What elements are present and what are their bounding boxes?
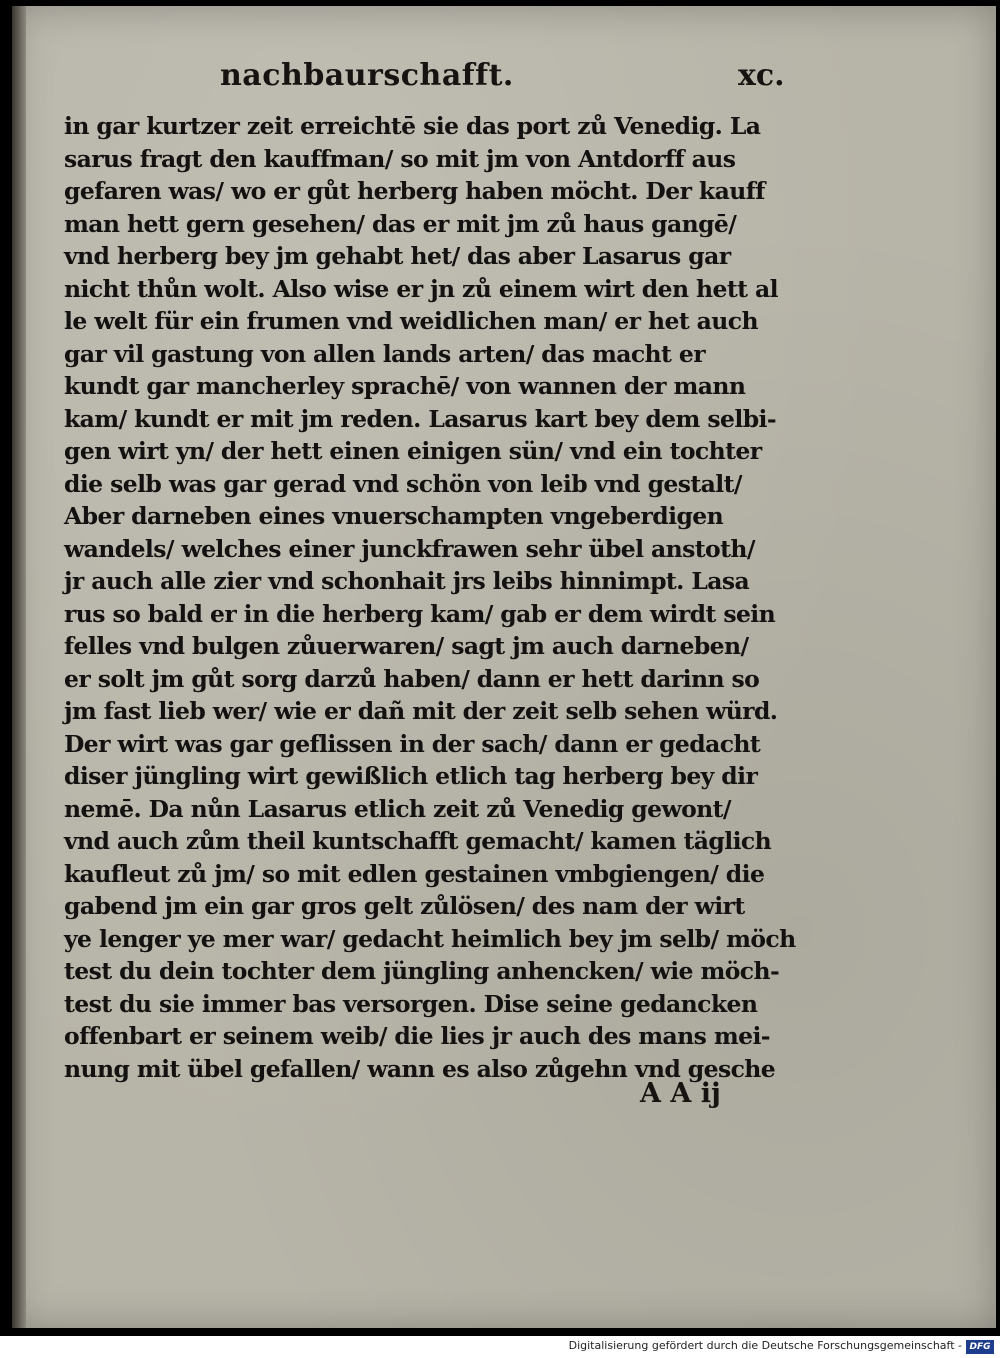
text-line-29: offenbart er seinem weib/ die lies jr auch des mans mei-: [64, 1022, 770, 1050]
text-line-12: die selb was gar gerad vnd schön von leib vnd gestalt/: [64, 469, 742, 498]
text-line-14: wandels/ welches einer junckfrawen sehr übel anstoth/: [64, 534, 755, 563]
text-line-18: er solt jm gůt sorg darzů haben/ dann er hett darinn so: [64, 664, 760, 693]
text-line-28: test du sie immer bas versorgen. Dise seine gedancken: [64, 989, 758, 1018]
text-line-13: Aber darneben eines vnuerschampten vngeberdigen: [64, 502, 724, 530]
text-line-15: jr auch alle zier vnd schonhait jrs leibs hinnimpt. Lasa: [64, 567, 750, 595]
text-line-27: test du dein tochter dem jüngling anhencken/ wie möch-: [64, 957, 780, 985]
digitization-footer: [0, 1336, 1000, 1358]
dfg-logo-icon: DFG: [966, 1340, 994, 1354]
text-line-25: gabend jm ein gar gros gelt zůlösen/ des nam der wirt: [64, 892, 745, 920]
text-line-22: nemē. Da nůn Lasarus etlich zeit zů Venedig gewont/: [64, 794, 731, 823]
text-line-20: Der wirt was gar geflissen in der sach/ dann er gedacht: [64, 729, 761, 758]
book-page: [12, 6, 996, 1328]
body-text: [64, 110, 824, 1085]
text-line-6: nicht thůn wolt. Also wise er jn zů einem wirt den hett al: [64, 274, 778, 303]
text-line-9: kundt gar mancherley sprachē/ von wannen der mann: [64, 372, 746, 400]
text-line-23: vnd auch zům theil kuntschafft gemacht/ kamen täglich: [64, 827, 772, 855]
text-line-2: sarus fragt den kauffman/ so mit jm von Antdorff aus: [64, 144, 736, 173]
text-line-11: gen wirt yn/ der hett einen einigen sün/ vnd ein tochter: [64, 437, 762, 465]
text-line-16: rus so bald er in die herberg kam/ gab er dem wirdt sein: [64, 599, 776, 628]
text-line-26: ye lenger ye mer war/ gedacht heimlich bey jm selb/ möch: [64, 924, 796, 953]
text-line-3: gefaren was/ wo er gůt herberg haben möcht. Der kauff: [64, 177, 765, 205]
page-gutter-shadow: [12, 6, 26, 1328]
text-line-17: felles vnd bulgen zůuerwaren/ sagt jm auch darneben/: [64, 632, 749, 660]
text-line-24: kaufleut zů jm/ so mit edlen gestainen vmbgiengen/ die: [64, 859, 765, 888]
page-header: [12, 58, 996, 104]
text-line-21: diser jüngling wirt gewißlich etlich tag herberg bey dir: [64, 762, 758, 790]
text-line-8: gar vil gastung von allen lands arten/ das macht er: [64, 339, 706, 368]
text-line-5: vnd herberg bey jm gehabt het/ das aber Lasarus gar: [64, 242, 731, 270]
signature-mark: A A ij: [640, 1078, 721, 1109]
text-line-7: le welt für ein frumen vnd weidlichen man/ er het auch: [64, 307, 758, 335]
running-title: nachbaurschafft.: [220, 58, 514, 93]
text-line-30: nung mit übel gefallen/ wann es also zůgehn vnd gesche: [64, 1054, 776, 1083]
text-line-10: kam/ kundt er mit jm reden. Lasarus kart bey dem selbi-: [64, 404, 777, 433]
folio-number: xc.: [738, 58, 785, 93]
text-line-1: in gar kurtzer zeit erreichtē sie das port zů Venedig. La: [64, 112, 761, 140]
funding-credit: Digitalisierung gefördert durch die Deutsche Forschungsgemeinschaft -: [568, 1339, 962, 1352]
text-line-4: man hett gern gesehen/ das er mit jm zů haus gangē/: [64, 209, 737, 238]
text-line-19: jm fast lieb wer/ wie er dañ mit der zeit selb sehen würd.: [64, 697, 778, 725]
